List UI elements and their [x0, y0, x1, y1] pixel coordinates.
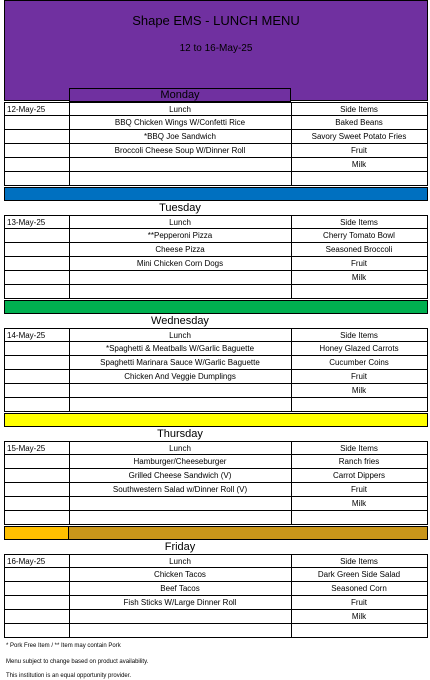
date-cell — [4, 172, 70, 186]
table-row — [4, 342, 428, 356]
table-header-row — [4, 328, 428, 342]
side-item: Milk — [291, 271, 428, 285]
side-item — [291, 285, 428, 299]
date-cell — [4, 384, 70, 398]
side-items-column-header: Side Items — [291, 328, 428, 342]
side-item: Fruit — [291, 596, 428, 610]
lunch-item: Chicken Tacos — [69, 568, 292, 582]
lunch-item: Grilled Cheese Sandwich (V) — [69, 469, 292, 483]
menu-header — [4, 0, 428, 101]
side-item: Fruit — [291, 483, 428, 497]
table-row — [4, 158, 428, 172]
side-item: Milk — [291, 158, 428, 172]
lunch-item: Spaghetti Marinara Sauce W/Garlic Baguette — [69, 356, 292, 370]
lunch-item: Cheese Pizza — [69, 243, 292, 257]
lunch-item — [69, 285, 292, 299]
date-cell — [4, 130, 70, 144]
side-item: Fruit — [291, 144, 428, 158]
lunch-item: Hamburger/Cheeseburger — [69, 455, 292, 469]
day-date: 13-May-25 — [4, 215, 70, 229]
menu-date-range: 12 to 16-May-25 — [179, 43, 253, 54]
side-item: Savory Sweet Potato Fries — [291, 130, 428, 144]
lunch-item: BBQ Chicken Wings W/Confetti Rice — [69, 116, 292, 130]
table-row — [4, 370, 428, 384]
day-separator-band — [4, 300, 428, 314]
table-row — [4, 624, 428, 638]
table-row — [4, 455, 428, 469]
table-row — [4, 582, 428, 596]
day-date: 14-May-25 — [4, 328, 70, 342]
day-name-monday: Monday — [69, 88, 291, 102]
table-header-row — [4, 441, 428, 455]
lunch-item — [69, 158, 292, 172]
table-row — [4, 271, 428, 285]
date-cell — [4, 271, 70, 285]
lunch-column-header: Lunch — [69, 102, 292, 116]
lunch-column-header: Lunch — [69, 554, 292, 568]
side-item: Fruit — [291, 370, 428, 384]
table-row — [4, 172, 428, 186]
table-row — [4, 243, 428, 257]
date-cell — [4, 497, 70, 511]
day-separator-band — [4, 413, 428, 427]
table-row — [4, 469, 428, 483]
table-row — [4, 596, 428, 610]
date-cell — [4, 582, 70, 596]
side-item: Milk — [291, 497, 428, 511]
date-cell — [4, 356, 70, 370]
lunch-column-header: Lunch — [69, 441, 292, 455]
side-item — [291, 511, 428, 525]
table-row — [4, 497, 428, 511]
table-row — [4, 511, 428, 525]
date-cell — [4, 624, 70, 638]
table-row — [4, 229, 428, 243]
side-item: Carrot Dippers — [291, 469, 428, 483]
day-name-thursday: Thursday — [157, 428, 203, 440]
table-row — [4, 483, 428, 497]
date-cell — [4, 469, 70, 483]
date-cell — [4, 158, 70, 172]
table-row — [4, 384, 428, 398]
day-date: 12-May-25 — [4, 102, 70, 116]
lunch-item — [69, 624, 292, 638]
table-row — [4, 130, 428, 144]
date-cell — [4, 455, 70, 469]
day-name-friday: Friday — [164, 541, 196, 553]
lunch-item: *BBQ Joe Sandwich — [69, 130, 292, 144]
side-item — [291, 398, 428, 412]
lunch-item — [69, 384, 292, 398]
side-item: Seasoned Corn — [291, 582, 428, 596]
table-row — [4, 116, 428, 130]
side-item — [291, 624, 428, 638]
side-item — [291, 172, 428, 186]
lunch-item: Southwestern Salad w/Dinner Roll (V) — [69, 483, 292, 497]
footer-availability-note: Menu subject to change based on product availability. — [6, 659, 149, 665]
date-cell — [4, 483, 70, 497]
side-items-column-header: Side Items — [291, 441, 428, 455]
side-items-column-header: Side Items — [291, 102, 428, 116]
day-name-tuesday: Tuesday — [159, 202, 201, 214]
lunch-item — [69, 497, 292, 511]
lunch-item — [69, 610, 292, 624]
lunch-item — [69, 271, 292, 285]
table-header-row — [4, 215, 428, 229]
date-cell — [4, 511, 70, 525]
table-header-row — [4, 102, 428, 116]
day-separator-band-left — [4, 526, 69, 540]
side-item: Cherry Tomato Bowl — [291, 229, 428, 243]
table-row — [4, 610, 428, 624]
side-item: Milk — [291, 384, 428, 398]
table-row — [4, 257, 428, 271]
date-cell — [4, 398, 70, 412]
side-item: Ranch fries — [291, 455, 428, 469]
side-item: Seasoned Broccoli — [291, 243, 428, 257]
lunch-item: Beef Tacos — [69, 582, 292, 596]
date-cell — [4, 610, 70, 624]
lunch-column-header: Lunch — [69, 328, 292, 342]
side-item: Milk — [291, 610, 428, 624]
date-cell — [4, 257, 70, 271]
lunch-item: Fish Sticks W/Large Dinner Roll — [69, 596, 292, 610]
date-cell — [4, 243, 70, 257]
table-row — [4, 398, 428, 412]
footer-equal-opportunity-note: This institution is an equal opportunity provider. — [6, 673, 132, 679]
lunch-column-header: Lunch — [69, 215, 292, 229]
lunch-item: **Pepperoni Pizza — [69, 229, 292, 243]
table-row — [4, 285, 428, 299]
side-items-column-header: Side Items — [291, 215, 428, 229]
side-item: Baked Beans — [291, 116, 428, 130]
menu-title: Shape EMS - LUNCH MENU — [132, 13, 300, 28]
lunch-item: Broccoli Cheese Soup W/Dinner Roll — [69, 144, 292, 158]
date-cell — [4, 144, 70, 158]
date-cell — [4, 116, 70, 130]
table-row — [4, 356, 428, 370]
lunch-item: Chicken And Veggie Dumplings — [69, 370, 292, 384]
date-cell — [4, 596, 70, 610]
day-date: 15-May-25 — [4, 441, 70, 455]
lunch-item: Mini Chicken Corn Dogs — [69, 257, 292, 271]
side-item: Cucumber Coins — [291, 356, 428, 370]
lunch-item — [69, 511, 292, 525]
day-separator-band — [68, 526, 428, 540]
lunch-item: *Spaghetti & Meatballs W/Garlic Baguette — [69, 342, 292, 356]
footer-pork-note: * Pork Free Item / ** Item may contain Pork — [6, 643, 121, 649]
date-cell — [4, 370, 70, 384]
table-row — [4, 144, 428, 158]
day-date: 16-May-25 — [4, 554, 70, 568]
lunch-item — [69, 398, 292, 412]
day-name-wednesday: Wednesday — [151, 315, 209, 327]
lunch-item — [69, 172, 292, 186]
table-row — [4, 568, 428, 582]
date-cell — [4, 342, 70, 356]
side-item: Honey Glazed Carrots — [291, 342, 428, 356]
side-items-column-header: Side Items — [291, 554, 428, 568]
side-item: Fruit — [291, 257, 428, 271]
day-separator-band — [4, 187, 428, 201]
side-item: Dark Green Side Salad — [291, 568, 428, 582]
date-cell — [4, 229, 70, 243]
date-cell — [4, 285, 70, 299]
table-header-row — [4, 554, 428, 568]
date-cell — [4, 568, 70, 582]
